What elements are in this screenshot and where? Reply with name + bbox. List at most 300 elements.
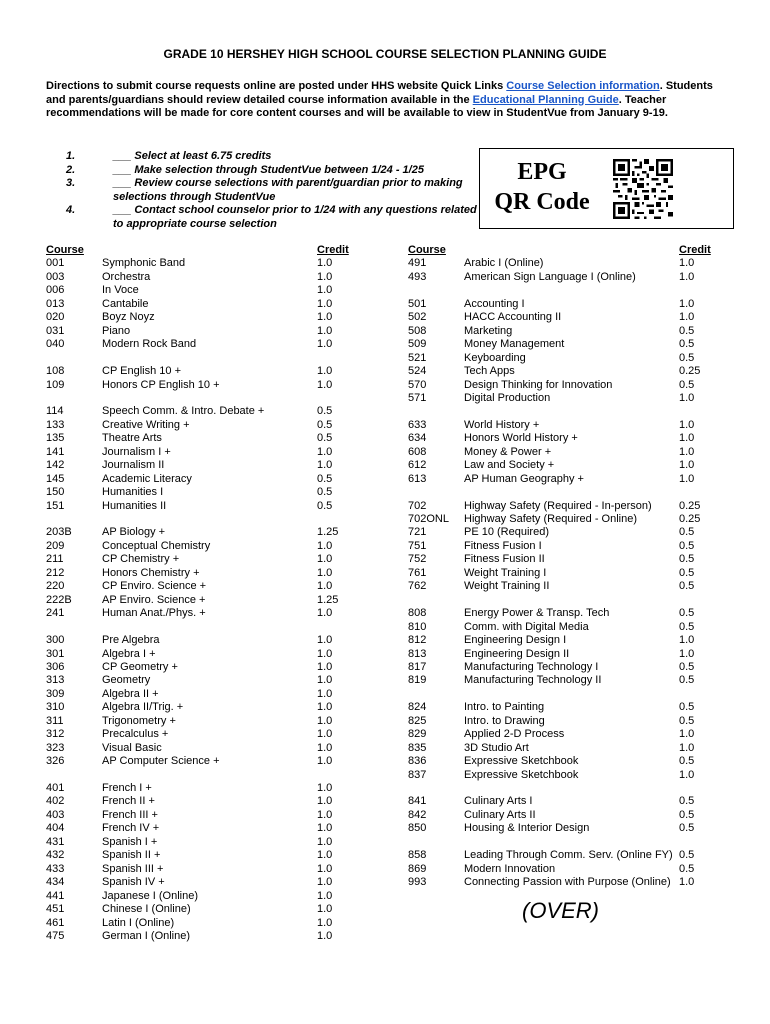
course-credit: 0.5 (679, 822, 695, 835)
course-credit: 1.0 (317, 822, 333, 835)
course-credit: 0.5 (679, 714, 695, 727)
course-credit: 0.5 (679, 324, 695, 337)
table-row (408, 674, 728, 688)
step-number: 1. (66, 150, 76, 162)
table-row (408, 755, 728, 769)
course-code: 150 (46, 486, 65, 499)
step-item (66, 150, 486, 164)
course-credit: 1.0 (317, 647, 333, 660)
course-name: Money & Power + (464, 445, 552, 458)
course-credit: 0.5 (679, 849, 695, 862)
table-row (46, 580, 366, 594)
course-credit: 0.5 (679, 755, 695, 768)
table-row (46, 849, 366, 863)
credit-header: Credit (317, 244, 349, 256)
course-name: Accounting I (464, 297, 525, 310)
course-code: 825 (408, 714, 427, 727)
course-credit: 1.0 (317, 755, 333, 768)
table-row (46, 311, 366, 325)
table-row (408, 298, 728, 312)
table-row (408, 271, 728, 285)
table-row (46, 688, 366, 702)
course-credit: 1.0 (317, 311, 333, 324)
course-name: German I (Online) (102, 929, 191, 942)
epg-label-line: QR Code (494, 189, 590, 215)
table-row (46, 648, 366, 662)
course-code: 432 (46, 849, 65, 862)
course-credit: 1.0 (317, 445, 333, 458)
course-name: HACC Accounting II (464, 311, 562, 324)
course-name: Culinary Arts I (464, 795, 533, 808)
course-credit: 1.0 (679, 472, 695, 485)
course-name: CP Chemistry + (102, 553, 180, 566)
course-name: Symphonic Band (102, 257, 186, 270)
course-code: 475 (46, 929, 65, 942)
course-code: 824 (408, 701, 427, 714)
course-name: Human Anat./Phys. + (102, 607, 206, 620)
table-row (408, 379, 728, 393)
course-name: French I + (102, 782, 152, 794)
course-credit: 1.0 (317, 916, 333, 929)
course-name: French IV + (102, 822, 160, 835)
course-name: Modern Rock Band (102, 338, 197, 351)
course-code: 493 (408, 270, 427, 283)
table-row (46, 419, 366, 433)
course-credit: 1.0 (317, 539, 333, 552)
course-code: 114 (46, 405, 64, 418)
table-row (408, 728, 728, 742)
course-credit: 1.0 (679, 391, 695, 404)
course-credit: 0.5 (679, 351, 695, 364)
table-row (46, 271, 366, 285)
table-row (46, 809, 366, 823)
table-row (408, 500, 728, 514)
table-row (46, 674, 366, 688)
course-name: AP Enviro. Science + (102, 593, 206, 606)
course-name: Boyz Noyz (102, 311, 155, 324)
course-credit: 1.0 (317, 835, 333, 848)
course-code: 850 (408, 822, 427, 835)
course-name: Cantabile (102, 297, 149, 310)
course-credit: 1.0 (679, 741, 695, 754)
course-name: Spanish IV + (102, 876, 165, 889)
course-credit: 0.5 (679, 378, 695, 391)
course-code: 612 (408, 459, 427, 472)
course-name: Weight Training I (464, 566, 547, 579)
course-credit: 0.5 (679, 660, 695, 673)
course-code: 812 (408, 634, 427, 647)
table-row (408, 459, 728, 473)
course-code: 020 (46, 311, 65, 324)
table-row (46, 365, 366, 379)
course-name: Spanish III + (102, 862, 164, 875)
epg-qr-box (479, 148, 734, 229)
course-credit: 1.0 (679, 728, 695, 741)
course-code: 203B (46, 526, 72, 539)
course-credit: 1.0 (317, 862, 333, 875)
course-name: Theatre Arts (102, 432, 162, 445)
course-credit: 1.0 (317, 795, 333, 808)
table-row (408, 849, 728, 863)
course-name: Intro. to Drawing (464, 714, 545, 727)
course-credit: 0.5 (679, 862, 695, 875)
epg-label (480, 157, 604, 217)
step-text: ___ Contact school counselor prior to 1/24 with any questions related to appropriate course selection (113, 204, 477, 230)
course-credit: 1.0 (679, 445, 695, 458)
table-row (46, 486, 366, 500)
table-row (46, 742, 366, 756)
course-credit: 1.0 (317, 566, 333, 579)
course-code: 829 (408, 728, 427, 741)
course-code: 521 (408, 351, 427, 364)
course-name: Trigonometry + (102, 714, 176, 727)
course-credit: 1.0 (317, 338, 333, 351)
course-credit: 0.5 (679, 674, 695, 687)
table-row (46, 500, 366, 514)
course-name: Digital Production (464, 391, 551, 404)
table-row (46, 594, 366, 608)
table-row (46, 379, 366, 393)
course-name: Comm. with Digital Media (464, 620, 589, 633)
course-credit: 1.0 (317, 741, 333, 754)
table-row (408, 822, 728, 836)
table-row (46, 836, 366, 850)
table-row (46, 459, 366, 473)
step-text: ___ Review course selections with parent/guardian prior to making selections through StudentVue (113, 177, 463, 203)
table-row (408, 769, 728, 783)
table-row (46, 876, 366, 890)
course-selection-link[interactable]: Course Selection information (506, 80, 660, 92)
course-name: AP Computer Science + (102, 755, 220, 768)
table-row (46, 338, 366, 352)
course-credit: 1.0 (317, 634, 333, 647)
course-credit: 0.5 (317, 405, 333, 418)
course-code: 211 (46, 553, 64, 566)
course-credit: 0.5 (679, 620, 695, 633)
course-code: 751 (408, 539, 427, 552)
course-code: 501 (408, 297, 427, 310)
course-credit: 1.0 (317, 324, 333, 337)
course-credit: 1.0 (317, 876, 333, 889)
page-title: GRADE 10 HERSHEY HIGH SCHOOL COURSE SELECTION PLANNING GUIDE (163, 47, 607, 61)
course-code: 309 (46, 687, 65, 700)
course-name: Japanese I (Online) (102, 889, 198, 902)
course-credit: 1.0 (317, 728, 333, 741)
course-code: 212 (46, 566, 65, 579)
steps-list (66, 150, 486, 231)
course-code: 142 (46, 459, 65, 472)
course-credit: 1.0 (317, 687, 333, 700)
course-name: Design Thinking for Innovation (464, 378, 613, 391)
table-row (408, 419, 728, 433)
table-header (46, 244, 366, 258)
course-credit: 1.0 (317, 701, 333, 714)
course-credit: 1.0 (317, 284, 333, 297)
course-name: Manufacturing Technology II (464, 674, 602, 687)
course-code: 841 (408, 795, 427, 808)
course-credit: 1.0 (317, 257, 333, 270)
course-name: World History + (464, 418, 540, 431)
course-code: 109 (46, 378, 65, 391)
step-item (66, 177, 486, 204)
course-code: 209 (46, 539, 65, 552)
course-name: Tech Apps (464, 365, 515, 378)
course-code: 310 (46, 701, 65, 714)
course-credit: 0.5 (679, 607, 695, 620)
table-row (46, 701, 366, 715)
table-row (408, 432, 728, 446)
educational-planning-guide-link[interactable]: Educational Planning Guide (472, 93, 619, 106)
table-row (408, 446, 728, 460)
table-row (46, 890, 366, 904)
course-name: Expressive Sketchbook (464, 768, 579, 781)
course-code: 633 (408, 418, 427, 431)
course-credit: 1.0 (679, 418, 695, 431)
course-credit: 0.5 (679, 701, 695, 714)
table-row (46, 607, 366, 621)
table-row (408, 809, 728, 823)
course-code: 401 (46, 782, 65, 794)
course-code: 869 (408, 862, 427, 875)
table-row (46, 257, 366, 271)
course-name: Highway Safety (Required - In-person) (464, 499, 652, 512)
course-code: 819 (408, 674, 427, 687)
course-code: 306 (46, 660, 65, 673)
course-name: Modern Innovation (464, 862, 556, 875)
course-code: 313 (46, 674, 65, 687)
course-code: 311 (46, 714, 64, 727)
course-name: Piano (102, 324, 131, 337)
table-row (408, 863, 728, 877)
table-row (46, 325, 366, 339)
directions-text: . Teacher recommendations will be made for core content courses and will be available to view in StudentVue from January 9-19. (46, 93, 668, 119)
course-credit: 0.25 (679, 513, 701, 525)
table-row (46, 284, 366, 298)
course-name: CP English 10 + (102, 365, 181, 378)
course-name: Intro. to Painting (464, 701, 545, 714)
course-code: 634 (408, 432, 427, 445)
course-credit: 1.0 (317, 270, 333, 283)
course-credit: 0.5 (679, 338, 695, 351)
table-row (408, 325, 728, 339)
course-name: Expressive Sketchbook (464, 755, 579, 768)
course-credit: 0.5 (679, 808, 695, 821)
step-number: 4. (66, 204, 76, 216)
step-number: 2. (66, 163, 76, 176)
course-code: 702 (408, 499, 427, 512)
table-row (46, 715, 366, 729)
course-code: 810 (408, 620, 427, 633)
table-row (46, 795, 366, 809)
credit-header: Credit (679, 244, 711, 256)
table-row (46, 405, 366, 419)
course-code: 835 (408, 741, 427, 754)
table-row (46, 782, 366, 796)
course-name: 3D Studio Art (464, 741, 529, 754)
qr-code-icon[interactable] (613, 159, 673, 219)
table-row (46, 822, 366, 836)
course-code: 509 (408, 338, 427, 351)
table-row (46, 553, 366, 567)
table-row (46, 917, 366, 931)
course-code: 752 (408, 553, 427, 566)
course-name: Culinary Arts II (464, 808, 536, 821)
course-name: Money Management (464, 338, 565, 351)
table-row (408, 392, 728, 406)
course-credit: 1.0 (317, 378, 333, 391)
course-credit: 1.0 (317, 580, 333, 593)
course-code: 402 (46, 795, 65, 808)
table-row (46, 755, 366, 769)
course-code: 461 (46, 916, 65, 929)
course-name: In Voce (102, 284, 139, 297)
table-row (408, 607, 728, 621)
table-row (46, 567, 366, 581)
step-item (66, 204, 486, 231)
course-code: 842 (408, 808, 427, 821)
course-code: 040 (46, 338, 65, 351)
course-name: Pre Algebra (102, 634, 160, 647)
table-row (408, 715, 728, 729)
course-credit: 1.0 (317, 297, 333, 310)
course-code: 133 (46, 418, 65, 431)
directions-text: . Students and parents/guardians should review detailed course information available in the (46, 80, 713, 106)
course-code: 491 (408, 257, 427, 270)
course-credit: 0.25 (679, 499, 701, 512)
course-name: Highway Safety (Required - Online) (464, 513, 638, 525)
course-code: 006 (46, 284, 65, 297)
course-name: Humanities II (102, 499, 167, 512)
course-credit: 1.0 (679, 768, 695, 781)
course-credit: 1.0 (317, 459, 333, 472)
course-name: American Sign Language I (Online) (464, 270, 636, 283)
course-credit: 0.5 (679, 795, 695, 808)
course-name: Keyboarding (464, 351, 526, 364)
table-row (46, 298, 366, 312)
course-credit: 0.5 (679, 580, 695, 593)
course-name: AP Human Geography + (464, 472, 584, 485)
course-code: 508 (408, 324, 427, 337)
course-code: 141 (46, 445, 65, 458)
course-name: Honors CP English 10 + (102, 378, 220, 391)
course-code: 570 (408, 378, 427, 391)
course-code: 762 (408, 580, 427, 593)
course-code: 151 (46, 499, 65, 512)
course-credit: 1.25 (317, 526, 339, 539)
course-code: 808 (408, 607, 427, 620)
course-name: Journalism II (102, 459, 165, 472)
course-code: 326 (46, 755, 65, 768)
table-row (408, 513, 728, 527)
table-row (46, 903, 366, 917)
course-code: 434 (46, 876, 65, 889)
course-code: 721 (408, 526, 427, 539)
course-credit: 0.5 (679, 539, 695, 552)
course-credit: 0.5 (679, 553, 695, 566)
table-row (408, 634, 728, 648)
table-header (408, 244, 728, 258)
table-row (408, 795, 728, 809)
course-code: 571 (408, 391, 427, 404)
course-code: 145 (46, 472, 65, 485)
course-credit: 1.0 (317, 714, 333, 727)
course-name: Geometry (102, 674, 151, 687)
course-name: Housing & Interior Design (464, 822, 590, 835)
course-credit: 1.25 (317, 593, 339, 606)
course-code: 431 (46, 835, 65, 848)
course-credit: 1.0 (317, 929, 333, 942)
course-code: 220 (46, 580, 65, 593)
course-header: Course (408, 244, 446, 256)
table-row (408, 661, 728, 675)
table-row (408, 876, 728, 890)
course-credit: 1.0 (679, 311, 695, 324)
table-row (46, 863, 366, 877)
table-row (46, 930, 366, 944)
table-row (408, 701, 728, 715)
course-code: 761 (408, 566, 427, 579)
course-code: 222B (46, 593, 72, 606)
course-code: 858 (408, 849, 427, 862)
course-name: Visual Basic (102, 741, 162, 754)
course-name: Fitness Fusion II (464, 553, 545, 566)
course-credit: 1.0 (317, 660, 333, 673)
course-credit: 1.0 (679, 647, 695, 660)
course-credit: 1.0 (317, 365, 333, 378)
course-name: Humanities I (102, 486, 164, 499)
table-row (46, 540, 366, 554)
course-code: 451 (46, 903, 65, 916)
course-name: Creative Writing + (102, 418, 190, 431)
course-code: 300 (46, 634, 65, 647)
course-code: 108 (46, 365, 65, 378)
course-credit: 0.5 (317, 472, 333, 485)
course-code: 323 (46, 741, 65, 754)
directions-paragraph (46, 80, 726, 121)
course-code: 403 (46, 808, 65, 821)
table-row (408, 648, 728, 662)
course-name: Marketing (464, 324, 513, 337)
course-name: Connecting Passion with Purpose (Online) (464, 876, 671, 889)
course-credit: 1.0 (679, 297, 695, 310)
course-name: Algebra I + (102, 647, 156, 660)
course-credit: 1.0 (679, 634, 695, 647)
course-credit: 1.0 (679, 459, 695, 472)
course-name: Orchestra (102, 270, 151, 283)
course-code: 837 (408, 768, 427, 781)
course-name: Honors Chemistry + (102, 566, 200, 579)
table-row (408, 553, 728, 567)
course-code: 312 (46, 728, 65, 741)
table-row (46, 634, 366, 648)
right-course-table (408, 244, 728, 892)
course-code: 404 (46, 822, 65, 835)
course-code: 608 (408, 445, 427, 458)
course-name: Spanish I + (102, 835, 158, 848)
course-code: 813 (408, 647, 427, 660)
course-code: 241 (46, 607, 65, 620)
course-name: French II + (102, 795, 155, 808)
course-code: 441 (46, 889, 65, 902)
course-credit: 1.0 (317, 903, 333, 916)
course-code: 013 (46, 297, 65, 310)
table-row (408, 621, 728, 635)
table-row (408, 540, 728, 554)
table-row (46, 473, 366, 487)
course-credit: 0.5 (679, 526, 695, 539)
step-item (66, 164, 486, 178)
course-credit: 1.0 (317, 782, 333, 794)
